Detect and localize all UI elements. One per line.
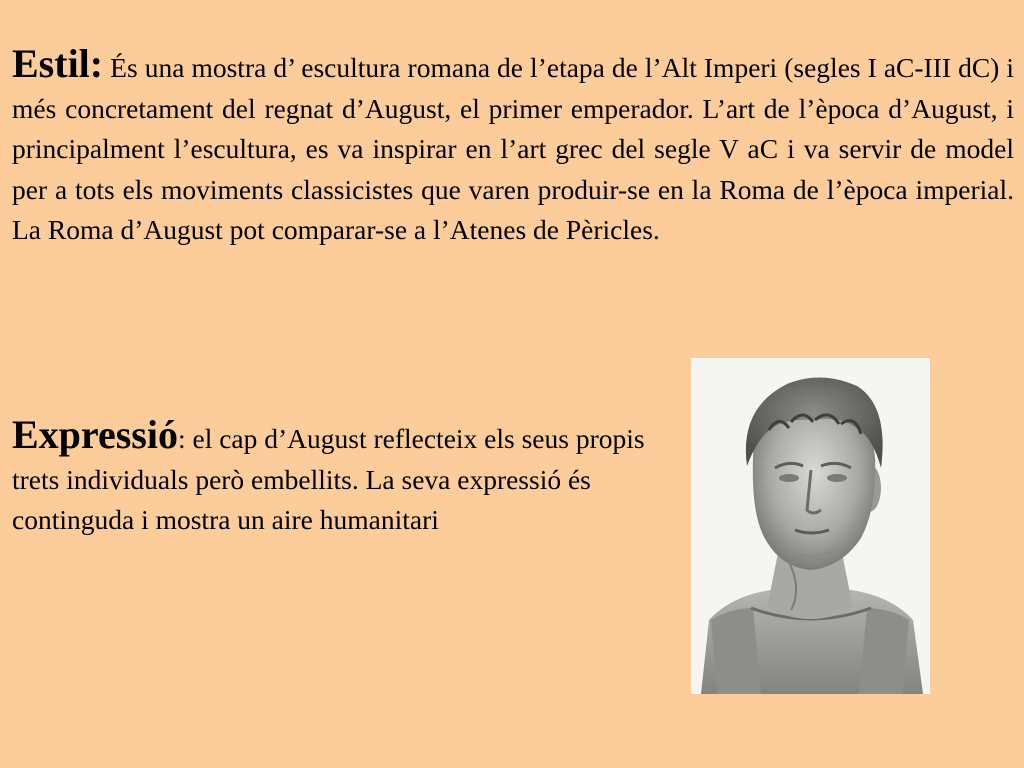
expressio-text: : el cap d’August reflecteix els seus propis trets individuals però embellits. La seva expressió és continguda i mostra un aire humanitari [12,423,645,535]
expressio-term: Expressió [12,412,178,457]
estil-text: És una mostra d’ escultura romana de l’etapa de l’Alt Imperi (segles I aC-III dC) i més concretament del regnat d’August, el primer emperador. L’art de l’època d’August, i principalment l’escultura, es va inspirar en l’art grec del segle V aC i va servir de model per a tots els moviments classicistes que varen produir-se en la Roma de l’època imperial. La Roma d’August pot comparar-se a l’Atenes de Pèricles. [12,52,1014,245]
estil-term: Estil: [12,41,104,86]
augustus-bust-image [691,358,930,694]
expressio-paragraph [12,412,662,541]
estil-paragraph [12,41,1014,251]
